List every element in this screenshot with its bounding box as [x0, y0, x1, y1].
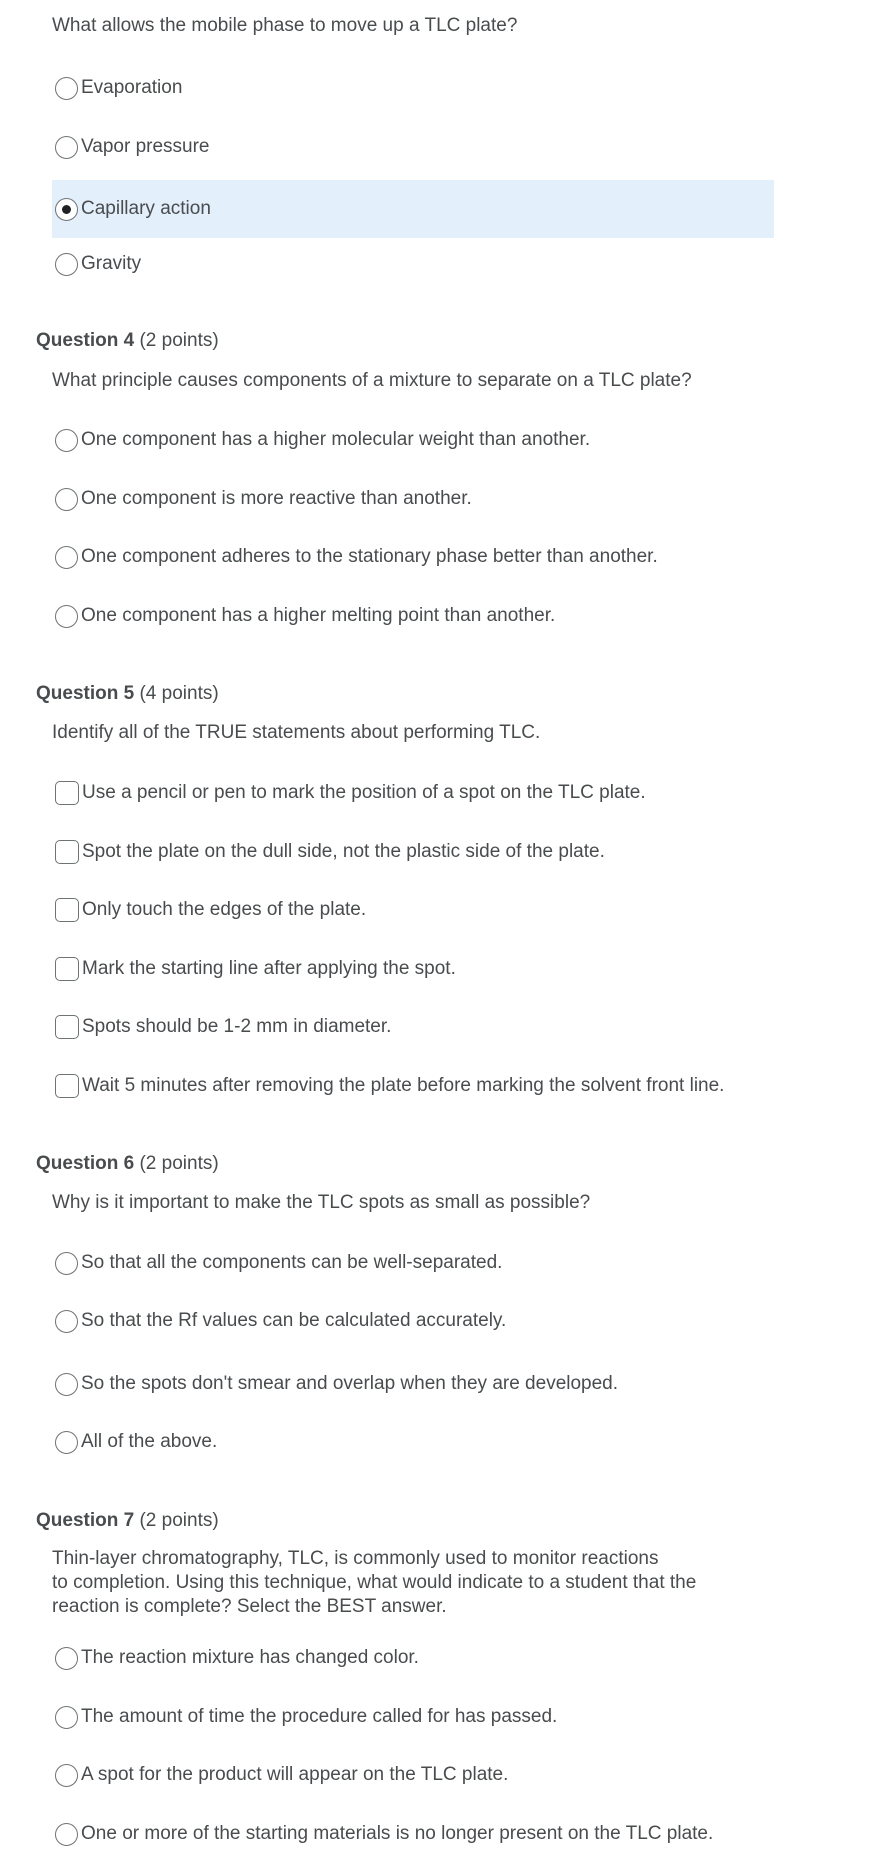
- checkbox[interactable]: [55, 898, 79, 922]
- radio-button[interactable]: [55, 488, 78, 511]
- option-label: Spots should be 1-2 mm in diameter.: [82, 1016, 392, 1037]
- q7-option-4[interactable]: [52, 1805, 774, 1863]
- q5-option-4[interactable]: [52, 940, 774, 998]
- question-5-prompt: Identify all of the TRUE statements about performing TLC.: [52, 722, 541, 743]
- radio-button-selected[interactable]: [55, 198, 78, 221]
- option-label: The reaction mixture has changed color.: [81, 1647, 419, 1668]
- option-label: Use a pencil or pen to mark the position of a spot on the TLC plate.: [82, 782, 646, 803]
- option-label: The amount of time the procedure called for has passed.: [81, 1706, 558, 1727]
- option-label: Vapor pressure: [81, 136, 210, 157]
- radio-button[interactable]: [55, 546, 78, 569]
- option-label: So the spots don't smear and overlap when they are developed.: [81, 1373, 619, 1394]
- checkbox[interactable]: [55, 1074, 79, 1098]
- radio-button[interactable]: [55, 429, 78, 452]
- q4-option-4[interactable]: [52, 587, 774, 645]
- radio-button[interactable]: [55, 1764, 78, 1787]
- question-5-header: [36, 683, 219, 705]
- radio-button[interactable]: [55, 1823, 78, 1846]
- q5-option-5[interactable]: [52, 998, 774, 1056]
- option-label: Capillary action: [81, 198, 211, 219]
- q4-option-2[interactable]: [52, 470, 774, 528]
- checkbox[interactable]: [55, 1015, 79, 1039]
- q6-option-3[interactable]: [52, 1355, 774, 1413]
- question-title: Question 7: [36, 1510, 135, 1531]
- q5-option-2[interactable]: [52, 823, 774, 881]
- question-4-prompt: What principle causes components of a mixture to separate on a TLC plate?: [52, 370, 692, 391]
- question-6-header: [36, 1153, 219, 1175]
- prompt-line: Thin-layer chromatography, TLC, is commonly used to monitor reactions: [52, 1548, 659, 1569]
- radio-button[interactable]: [55, 136, 78, 159]
- option-label: One component has a higher melting point than another.: [81, 605, 556, 626]
- q5-option-6[interactable]: [52, 1057, 774, 1115]
- radio-button[interactable]: [55, 1706, 78, 1729]
- question-title: Question 5: [36, 683, 135, 704]
- checkbox[interactable]: [55, 781, 79, 805]
- q4-option-3[interactable]: [52, 528, 774, 586]
- option-label: All of the above.: [81, 1431, 218, 1452]
- prompt-line: to completion. Using this technique, what would indicate to a student that the: [52, 1572, 697, 1593]
- option-label: Only touch the edges of the plate.: [82, 899, 367, 920]
- question-7-header: [36, 1510, 219, 1532]
- question-points: (2 points): [139, 1153, 219, 1174]
- question-4-header: [36, 330, 219, 352]
- q3-option-gravity[interactable]: [52, 235, 774, 293]
- checkbox[interactable]: [55, 957, 79, 981]
- option-label: Wait 5 minutes after removing the plate before marking the solvent front line.: [82, 1075, 725, 1096]
- radio-button[interactable]: [55, 1252, 78, 1275]
- option-label: One or more of the starting materials is no longer present on the TLC plate.: [81, 1823, 714, 1844]
- question-title: Question 6: [36, 1153, 135, 1174]
- option-label: A spot for the product will appear on the TLC plate.: [81, 1764, 509, 1785]
- q6-option-2[interactable]: [52, 1292, 774, 1350]
- option-label: So that all the components can be well-separated.: [81, 1252, 503, 1273]
- checkbox[interactable]: [55, 840, 79, 864]
- question-points: (4 points): [139, 683, 219, 704]
- q5-option-1[interactable]: [52, 764, 774, 822]
- option-label: Mark the starting line after applying the spot.: [82, 958, 456, 979]
- q3-option-evaporation[interactable]: [52, 59, 774, 117]
- option-label: One component adheres to the stationary phase better than another.: [81, 546, 658, 567]
- question-7-prompt: [52, 1547, 772, 1619]
- option-label: Spot the plate on the dull side, not the plastic side of the plate.: [82, 841, 605, 862]
- question-points: (2 points): [139, 1510, 219, 1531]
- radio-button[interactable]: [55, 1647, 78, 1670]
- q7-option-1[interactable]: [52, 1629, 774, 1687]
- q3-option-capillary-action[interactable]: [52, 180, 774, 238]
- q7-option-3[interactable]: [52, 1746, 774, 1804]
- prompt-line: reaction is complete? Select the BEST answer.: [52, 1596, 447, 1617]
- q3-option-vapor-pressure[interactable]: [52, 118, 774, 176]
- q6-option-4[interactable]: [52, 1413, 774, 1471]
- question-3-prompt: What allows the mobile phase to move up a TLC plate?: [52, 15, 518, 36]
- question-points: (2 points): [139, 330, 219, 351]
- q6-option-1[interactable]: [52, 1234, 774, 1292]
- radio-button[interactable]: [55, 1431, 78, 1454]
- radio-selected-dot: [62, 205, 71, 214]
- q5-option-3[interactable]: [52, 881, 774, 939]
- option-label: One component has a higher molecular weight than another.: [81, 429, 591, 450]
- option-label: Gravity: [81, 253, 142, 274]
- question-title: Question 4: [36, 330, 135, 351]
- option-label: So that the Rf values can be calculated accurately.: [81, 1310, 507, 1331]
- q4-option-1[interactable]: [52, 411, 774, 469]
- q7-option-2[interactable]: [52, 1688, 774, 1746]
- radio-button[interactable]: [55, 253, 78, 276]
- radio-button[interactable]: [55, 605, 78, 628]
- option-label: One component is more reactive than another.: [81, 488, 472, 509]
- option-label: Evaporation: [81, 77, 183, 98]
- question-6-prompt: Why is it important to make the TLC spots as small as possible?: [52, 1192, 591, 1213]
- radio-button[interactable]: [55, 1310, 78, 1333]
- radio-button[interactable]: [55, 1373, 78, 1396]
- radio-button[interactable]: [55, 77, 78, 100]
